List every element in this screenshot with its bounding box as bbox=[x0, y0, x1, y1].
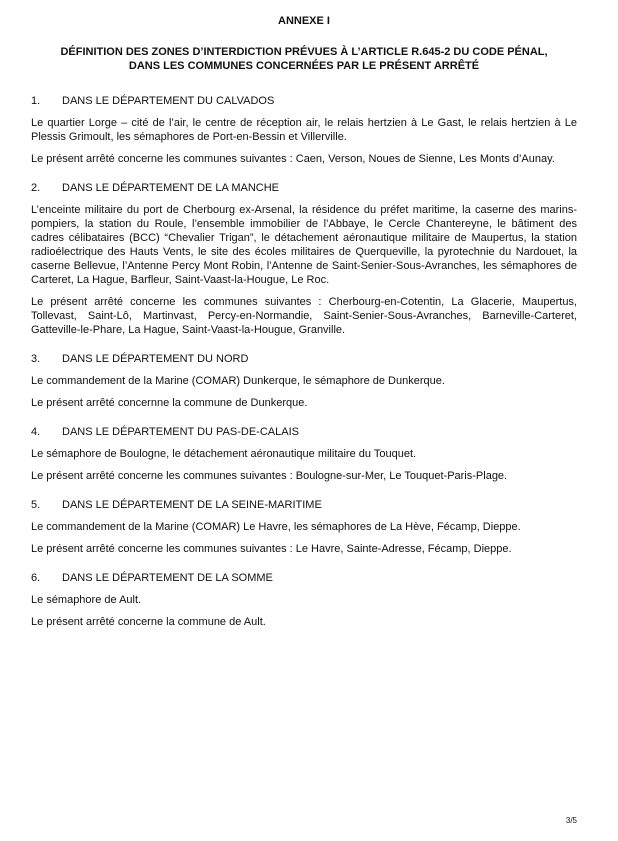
document-title-line-2: DANS LES COMMUNES CONCERNÉES PAR LE PRÉSENT ARRÊTÉ bbox=[128, 60, 480, 72]
section-heading bbox=[31, 94, 577, 108]
section-calvados bbox=[31, 94, 577, 166]
section-heading-text: DANS LE DÉPARTEMENT DE LA MANCHE bbox=[62, 182, 279, 194]
section-number: 2. bbox=[31, 182, 41, 194]
section-paragraph: Le sémaphore de Ault. bbox=[31, 594, 142, 606]
section-number: 1. bbox=[31, 95, 41, 107]
section-paragraph: Le présent arrêté concerne les communes suivantes : Cherbourg-en-Cotentin, La Glacerie, Maupertus, Tollevast, Saint-Lô, Martinvast, Percy-en-Normandie, Saint-Senier-Sous-Avranches, Barneville-Carteret, Gatteville-le-Phare, La Hague, Saint-Vaast-la-Hougue, Granville. bbox=[31, 296, 577, 336]
section-paragraph: Le commandement de la Marine (COMAR) Le Havre, les sémaphores de La Hève, Fécamp, Dieppe. bbox=[31, 521, 521, 533]
document-title-line-1: DÉFINITION DES ZONES D’INTERDICTION PRÉVUES À L’ARTICLE R.645-2 DU CODE PÉNAL, bbox=[60, 46, 548, 58]
section-manche bbox=[31, 181, 577, 337]
section-heading-text: DANS LE DÉPARTEMENT DU CALVADOS bbox=[62, 95, 275, 107]
section-number: 4. bbox=[31, 426, 41, 438]
section-paragraph: Le présent arrêté concerne les communes suivantes : Le Havre, Sainte-Adresse, Fécamp, Dieppe. bbox=[31, 543, 512, 555]
section-seine-maritime bbox=[31, 498, 577, 556]
document-title bbox=[31, 45, 577, 73]
section-somme bbox=[31, 571, 577, 629]
section-heading bbox=[31, 352, 577, 366]
section-heading bbox=[31, 571, 577, 585]
section-paragraph: Le commandement de la Marine (COMAR) Dunkerque, le sémaphore de Dunkerque. bbox=[31, 375, 445, 387]
section-heading bbox=[31, 498, 577, 512]
section-heading-text: DANS LE DÉPARTEMENT DU NORD bbox=[62, 353, 249, 365]
section-pas-de-calais bbox=[31, 425, 577, 483]
section-heading-text: DANS LE DÉPARTEMENT DU PAS-DE-CALAIS bbox=[62, 426, 299, 438]
section-paragraph: Le présent arrêté concerne les communes suivantes : Boulogne-sur-Mer, Le Touquet-Paris-Plage. bbox=[31, 470, 508, 482]
section-paragraph: Le présent arrêté concerne les communes suivantes : Caen, Verson, Noues de Sienne, Les Monts d’Aunay. bbox=[31, 153, 555, 165]
section-number: 3. bbox=[31, 353, 41, 365]
section-paragraph: Le sémaphore de Boulogne, le détachement aéronautique militaire du Touquet. bbox=[31, 448, 417, 460]
annex-title: ANNEXE I bbox=[278, 15, 330, 27]
section-paragraph: Le présent arrêté concernne la commune de Dunkerque. bbox=[31, 397, 308, 409]
section-number: 6. bbox=[31, 572, 41, 584]
section-paragraph: Le quartier Lorge – cité de l’air, le centre de réception air, le relais hertzien à Le Gast, le relais hertzien à Le Plessis Grimoult, les sémaphores de Port-en-Bessin et Villerville. bbox=[31, 117, 577, 143]
section-heading-text: DANS LE DÉPARTEMENT DE LA SEINE-MARITIME bbox=[62, 499, 322, 511]
section-heading-text: DANS LE DÉPARTEMENT DE LA SOMME bbox=[62, 572, 273, 584]
section-heading bbox=[31, 181, 577, 195]
section-nord bbox=[31, 352, 577, 410]
section-heading bbox=[31, 425, 577, 439]
section-paragraph: L’enceinte militaire du port de Cherbourg ex-Arsenal, la résidence du préfet maritime, la caserne des marins-pompiers, la station du Roule, l’ensemble immobilier de l’Abbaye, le Cercle Chantereyne, le bâtiment des cadres célibataires (BCC) “Chevalier Trigan”, le détachement aéronautique militaire de Maupertus, la station radioélectrique des Hauts Vents, le site des écoles militaires de Querqueville, la pyrotechnie du Nardouet, la caserne Bellevue, l’Antenne Percy Mont Robin, l’Antenne de Saint-Senier-Sous-Avranches, les sémaphores de Carteret, La Hague, Barfleur, Saint-Vaast-la-Hougue, Le Roc. bbox=[31, 204, 577, 286]
section-number: 5. bbox=[31, 499, 41, 511]
page-number: 3/5 bbox=[565, 816, 577, 825]
section-paragraph: Le présent arrêté concerne la commune de Ault. bbox=[31, 616, 266, 628]
